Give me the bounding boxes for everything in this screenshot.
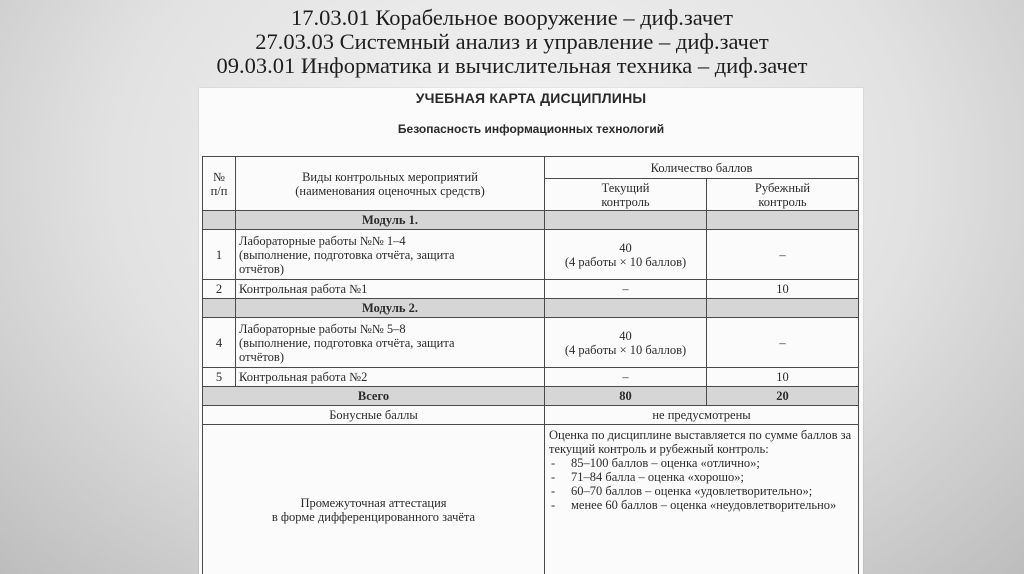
table-row [203, 280, 859, 299]
attestation-label: Промежуточная аттестация в форме дифференцированного зачёта [203, 425, 545, 574]
module-1-label: Модуль 1. [236, 211, 545, 230]
header-current: Текущий контроль [545, 179, 707, 211]
attestation-criteria [545, 425, 859, 574]
row-current: – [545, 280, 707, 299]
total-current: 80 [545, 387, 707, 406]
discipline-card-table [202, 156, 859, 574]
module-row [203, 299, 859, 318]
row-num: 5 [203, 368, 236, 387]
row-activity: Лабораторные работы №№ 1–4 (выполнение, подготовка отчёта, защита отчётов) [236, 230, 545, 280]
row-milestone: 10 [707, 368, 859, 387]
bonus-row [203, 406, 859, 425]
row-activity: Контрольная работа №2 [236, 368, 545, 387]
attestation-intro: Оценка по дисциплине выставляется по сумме баллов за текущий контроль и рубежный контроль: [549, 428, 852, 456]
slide-title-line-1: 17.03.01 Корабельное вооружение – диф.зачет [290, 5, 734, 30]
row-milestone: – [707, 230, 859, 280]
row-current: 40 (4 работы × 10 баллов) [545, 318, 707, 368]
total-label: Всего [203, 387, 545, 406]
document-heading: УЧЕБНАЯ КАРТА ДИСЦИПЛИНЫ [415, 90, 647, 106]
table-row [203, 230, 859, 280]
row-activity: Контрольная работа №1 [236, 280, 545, 299]
header-milestone: Рубежный контроль [707, 179, 859, 211]
row-milestone: 10 [707, 280, 859, 299]
slide-title-line-2: 27.03.03 Системный анализ и управление – диф.зачет [255, 29, 769, 54]
list-item: - 60–70 баллов – оценка «удовлетворительно»; [549, 484, 854, 498]
bonus-value: не предусмотрены [545, 406, 859, 425]
header-num: № п/п [203, 157, 236, 211]
row-num: 1 [203, 230, 236, 280]
header-activities: Виды контрольных мероприятий (наименования оценочных средств) [236, 157, 545, 211]
row-milestone: – [707, 318, 859, 368]
module-2-label: Модуль 2. [236, 299, 545, 318]
row-current: 40 (4 работы × 10 баллов) [545, 230, 707, 280]
list-item: - 71–84 балла – оценка «хорошо»; [549, 470, 854, 484]
attestation-row [203, 425, 859, 574]
list-item: - менее 60 баллов – оценка «неудовлетворительно» [549, 498, 854, 512]
slide-title-line-3: 09.03.01 Информатика и вычислительная техника – диф.зачет [216, 53, 808, 78]
header-points: Количество баллов [545, 157, 859, 179]
table-row [203, 368, 859, 387]
table-row [203, 318, 859, 368]
row-activity: Лабораторные работы №№ 5–8 (выполнение, подготовка отчёта, защита отчётов) [236, 318, 545, 368]
row-num: 4 [203, 318, 236, 368]
list-item: - 85–100 баллов – оценка «отлично»; [549, 456, 854, 470]
document-subheading: Безопасность информационных технологий [397, 122, 665, 136]
total-row [203, 387, 859, 406]
table-header-row [203, 157, 859, 179]
row-current: – [545, 368, 707, 387]
bonus-label: Бонусные баллы [203, 406, 545, 425]
total-milestone: 20 [707, 387, 859, 406]
grade-list [549, 456, 854, 512]
module-row [203, 211, 859, 230]
row-num: 2 [203, 280, 236, 299]
document-scan [199, 88, 863, 574]
slide-title [0, 6, 1024, 78]
